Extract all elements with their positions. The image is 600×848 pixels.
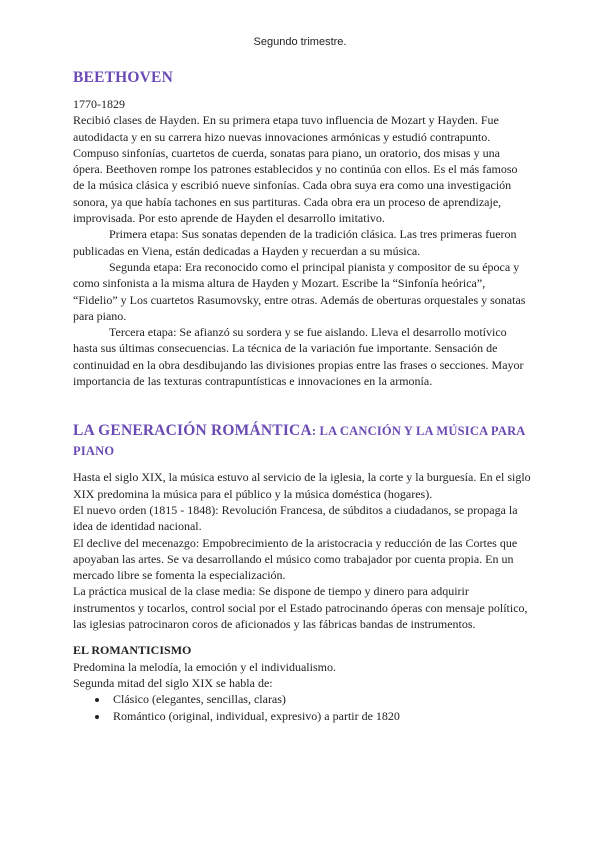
beethoven-stage-2: Segunda etapa: Era reconocido como el principal pianista y compositor de su época y como sinfonista a la misma altura de Hayden y Mozart. Escribe la “Sinfonía heórica”, “Fidelio” y Los cuartetos Rasumovsky, entre otras. Además de oberturas orquestales y sonatas para piano. (73, 259, 526, 323)
beethoven-intro: Recibió clases de Hayden. En su primera etapa tuvo influencia de Mozart y Hayden. Fue autodidacta y en su carrera hizo nuevas innovaciones armónicas y estudió contrapunto. Compuso sinfonías, cuartetos de cuerda, sonatas para piano, un oratorio, dos misas y una ópera. Beethoven rompe los patrones establecidos y no continúa con ellos. Es el más famoso de la música clásica y escribió nueve sinfonías. Cada obra suya era como una investigación sonora, ya que había tachones en sus partituras. Cada obra era un proceso de aprendizaje, improvisada. Por esto aprende de Hayden el desarrollo imitativo. (73, 113, 518, 226)
romanticism-heading: EL ROMANTICISMO (73, 643, 192, 658)
romanticism-paragraph-1: Predomina la melodía, la emoción y el individualismo. (73, 659, 336, 674)
romantic-paragraph-1: Hasta el siglo XIX, la música estuvo al servicio de la iglesia, la corte y la burguesía. En el siglo XIX predomina la música para el público y la música doméstica (hogares). (73, 470, 531, 501)
romantic-paragraph-2: El nuevo orden (1815 - 1848): Revolución Francesa, de súbditos a ciudadanos, se propaga la idea de identidad nacional. (73, 502, 518, 534)
list-item: • Clásico (elegantes, sencillas, claras) (109, 691, 531, 707)
beethoven-heading: BEETHOVEN (73, 69, 173, 86)
romantic-heading-sub: : LA CANCIÓN Y LA MÚSICA PARA PIANO (73, 424, 525, 459)
beethoven-stage-1: Primera etapa: Sus sonatas dependen de la tradición clásica. Las tres primeras fueron publicadas en Viena, están dedicadas a Hayden y recuerdan a su música. (73, 227, 517, 258)
romanticism-paragraph-2: Segunda mitad del siglo XIX se habla de: (73, 675, 273, 690)
page-header: Segundo trimestre. (253, 36, 347, 48)
romantic-paragraph-4: La práctica musical de la clase media: Se dispone de tiempo y dinero para adquirir instrumentos y tocarlos, control social por el Estado patrocinando óperas con mensaje político, las iglesias patrocinaron coros de aficionados y las fábricas bandas de instrumentos. (73, 584, 528, 632)
list-item: • Romántico (original, individual, expresivo) a partir de 1820 (109, 708, 531, 724)
romantic-heading-main: LA GENERACIÓN ROMÁNTICA (73, 422, 312, 440)
romantic-generation-heading (73, 421, 531, 461)
romanticism-list (73, 691, 531, 724)
document-body (73, 68, 531, 724)
romantic-paragraph-3: El declive del mecenazgo: Empobrecimiento de la aristocracia y reducción de las Cortes que apoyaban las artes. Se va desarrollando el músico como trabajador por cuenta propia. En un mercado libre se fomenta la especialización. (73, 535, 518, 583)
beethoven-stage-3: Tercera etapa: Se afianzó su sordera y se fue aislando. Lleva el desarrollo motívico hasta sus últimas consecuencias. La técnica de la variación fue importante. Sensación de continuidad en la obra desdibujando las divisiones propias entre las frases o secciones. Mayor importancia de las texturas contrapuntísticas e innovaciones en la armonía. (73, 325, 524, 389)
beethoven-years: 1770-1829 (73, 97, 125, 111)
